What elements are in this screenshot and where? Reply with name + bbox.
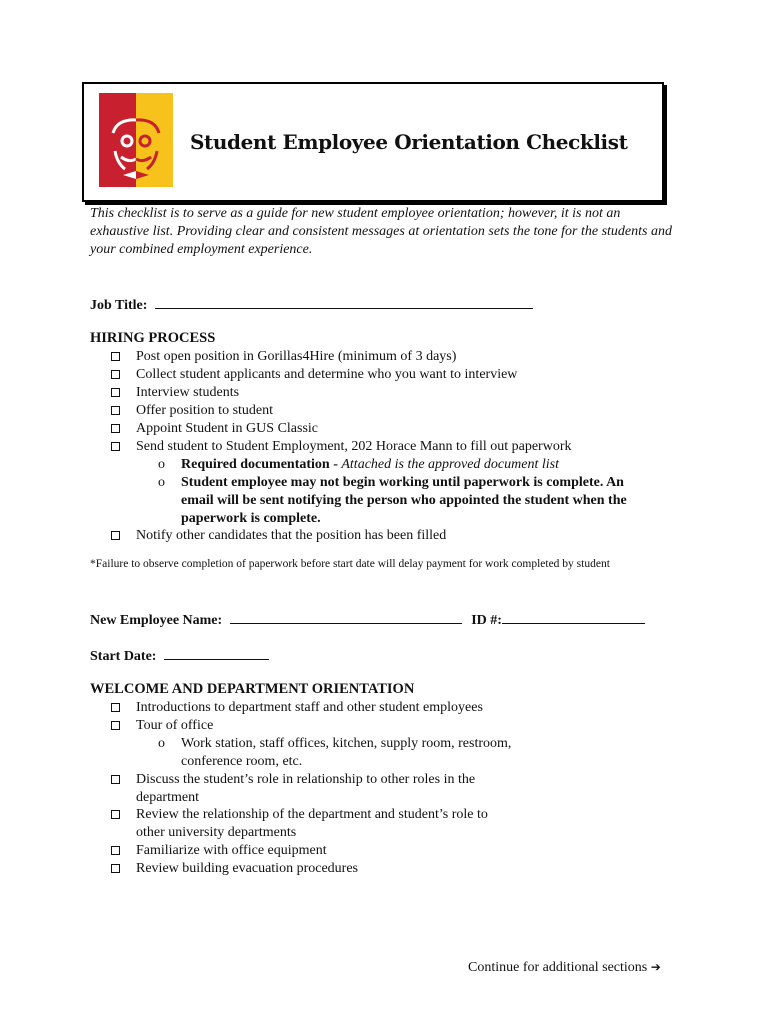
checkbox[interactable] bbox=[111, 810, 120, 819]
checkbox[interactable] bbox=[111, 406, 120, 415]
failure-note: *Failure to observe completion of paperwork before start date will delay payment for work completed by student bbox=[90, 558, 610, 570]
checkbox[interactable] bbox=[111, 424, 120, 433]
id-field[interactable] bbox=[502, 610, 645, 624]
checkbox[interactable] bbox=[111, 721, 120, 730]
start-date-label: Start Date: bbox=[90, 649, 157, 664]
new-employee-row bbox=[90, 610, 645, 629]
job-title-label: Job Title: bbox=[90, 298, 148, 313]
checkbox[interactable] bbox=[111, 388, 120, 397]
checkbox[interactable] bbox=[111, 442, 120, 451]
page-title: Student Employee Orientation Checklist bbox=[190, 130, 628, 154]
checkbox[interactable] bbox=[111, 531, 120, 540]
welcome-heading: WELCOME AND DEPARTMENT ORIENTATION bbox=[90, 681, 415, 697]
checkbox[interactable] bbox=[111, 703, 120, 712]
job-title-row bbox=[90, 295, 533, 314]
start-date-row bbox=[90, 646, 269, 665]
checkbox[interactable] bbox=[111, 864, 120, 873]
new-employee-label: New Employee Name: bbox=[90, 613, 223, 628]
checkbox[interactable] bbox=[111, 352, 120, 361]
start-date-field[interactable] bbox=[164, 646, 269, 660]
arrow-right-icon: ➔ bbox=[650, 960, 661, 974]
continue-note: Continue for additional sections ➔ bbox=[468, 960, 661, 975]
job-title-field[interactable] bbox=[155, 295, 533, 309]
checkbox[interactable] bbox=[111, 370, 120, 379]
id-label: ID #: bbox=[471, 613, 502, 628]
checkbox[interactable] bbox=[111, 775, 120, 784]
checkbox[interactable] bbox=[111, 846, 120, 855]
header-box bbox=[82, 82, 664, 202]
gorilla-logo-icon bbox=[99, 93, 173, 187]
intro-paragraph: This checklist is to serve as a guide for new student employee orientation; however, it is not an exhaustive list. Providing clear and consistent messages at orientation sets the tone for the students and your combined employment experience. bbox=[90, 206, 672, 257]
new-employee-field[interactable] bbox=[230, 610, 462, 624]
hiring-heading: HIRING PROCESS bbox=[90, 330, 216, 346]
